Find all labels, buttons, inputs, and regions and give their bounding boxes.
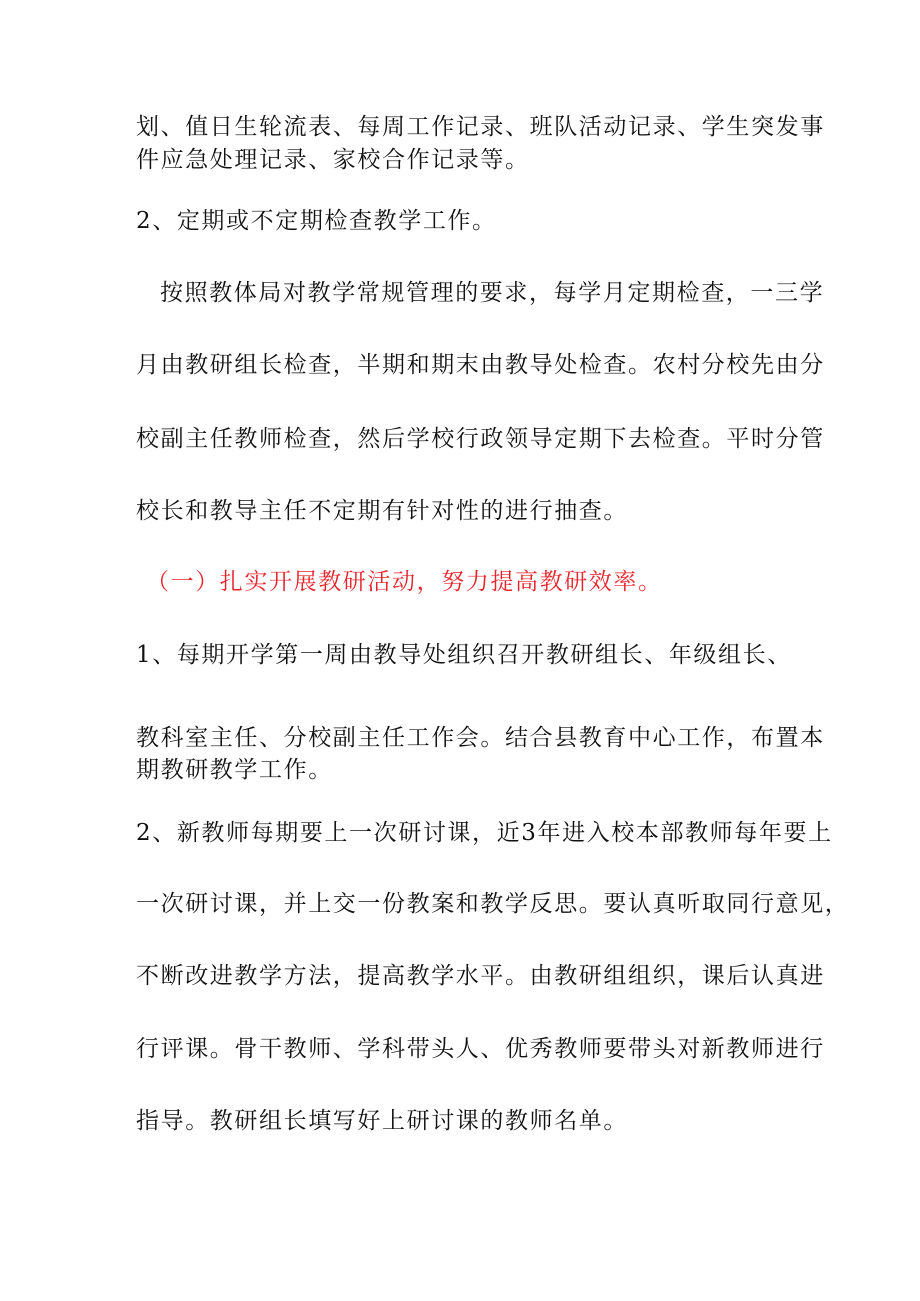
paragraph-line: 教科室主任、分校副主任工作会。结合县教育中心工作，布置本 — [136, 725, 825, 751]
paragraph-line: 件应急处理记录、家校合作记录等。 — [136, 147, 530, 173]
section-item-heading: 2、定期或不定期检查教学工作。 — [136, 208, 497, 234]
paragraph-line: 1、每期开学第一周由教导处组织召开教研组长、年级组长、 — [136, 642, 792, 668]
paragraph-line: 指导。教研组长填写好上研讨课的教师名单。 — [136, 1108, 628, 1134]
section-heading: （一）扎实开展教研活动，努力提高教研效率。 — [146, 569, 663, 595]
paragraph-line: 行评课。骨干教师、学科带头人、优秀教师要带头对新教师进行 — [136, 1036, 825, 1062]
paragraph-line: 月由教研组长检查，半期和期末由教导处检查。农村分校先由分 — [136, 352, 825, 378]
paragraph-line: 按照教体局对教学常规管理的要求，每学月定期检查，一三学 — [160, 280, 825, 306]
paragraph-line: 一次研讨课，并上交一份教案和教学反思。要认真听取同行意见， — [136, 891, 850, 917]
paragraph-line: 校长和教导主任不定期有针对性的进行抽查。 — [136, 498, 628, 524]
paragraph-line: 校副主任教师检查，然后学校行政领导定期下去检查。平时分管 — [136, 426, 825, 452]
paragraph-line: 2、新教师每期要上一次研讨课，近3年进入校本部教师每年要上 — [136, 820, 833, 846]
paragraph-line: 期教研教学工作。 — [136, 757, 333, 783]
paragraph-line: 划、值日生轮流表、每周工作记录、班队活动记录、学生突发事 — [136, 114, 825, 140]
paragraph-line: 不断改进教学方法，提高教学水平。由教研组组织，课后认真进 — [136, 963, 825, 989]
